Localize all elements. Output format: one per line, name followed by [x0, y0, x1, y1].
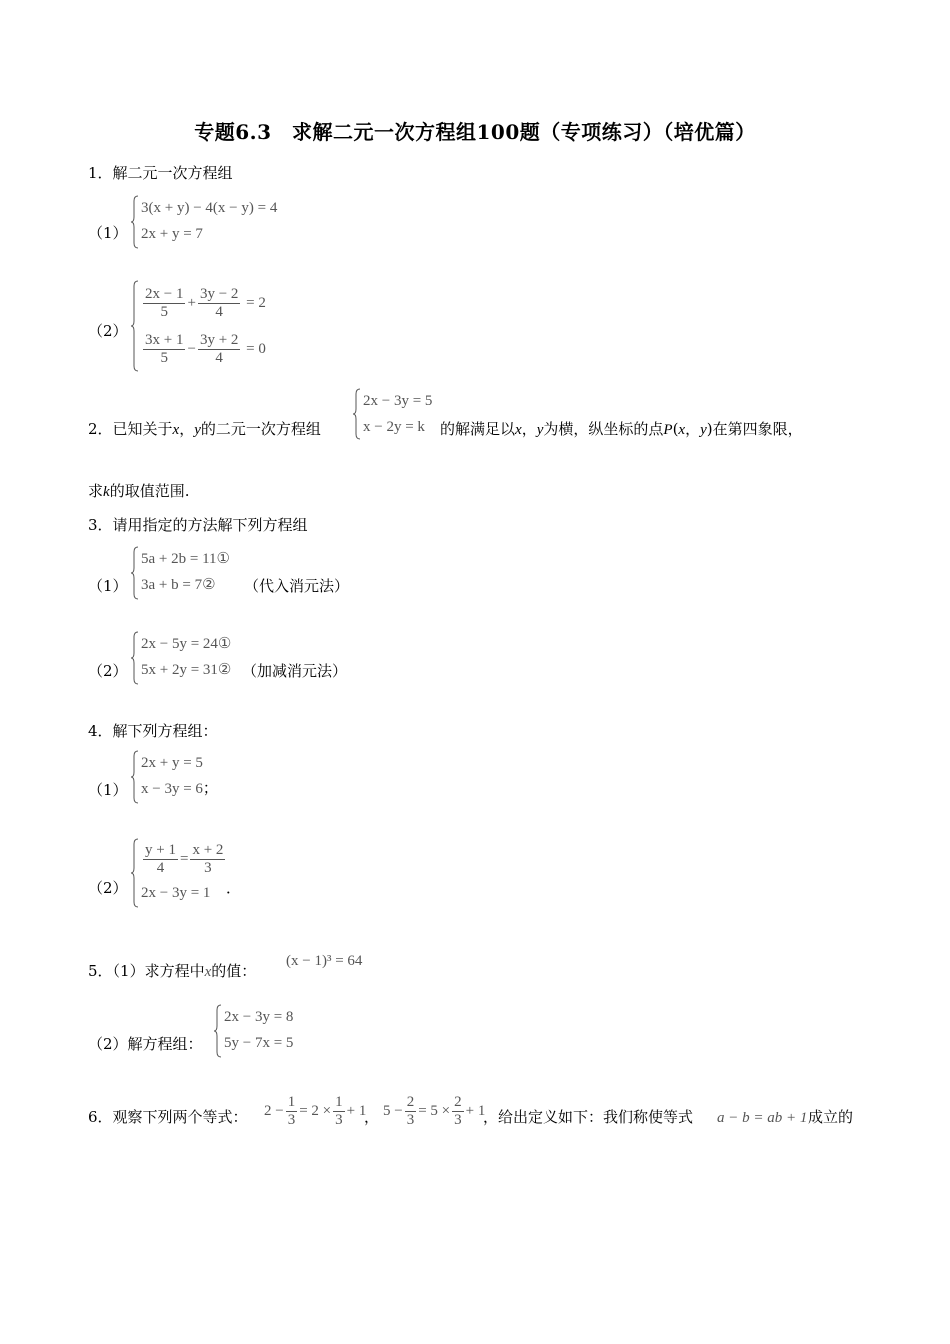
question-2-line1-a: 2．已知关于x，y的二元一次方程组: [88, 420, 321, 438]
q4-part1-eq2: x − 3y = 6: [141, 781, 203, 797]
q4-part1-tail: ；: [202, 781, 218, 797]
question-6-stem: 6．观察下列两个等式：: [88, 1108, 248, 1126]
q4-part1-label: （1）: [88, 781, 128, 799]
q6-equation-1: 2 − $\frac{1}{3}$ = 2 × $\frac{1}{3}$ + 1: [264, 1094, 367, 1128]
q4-part1-system: [131, 750, 218, 804]
q5-part2-system: [214, 1004, 293, 1058]
q2-system: [353, 388, 432, 440]
q4-part2-system: [131, 838, 227, 908]
left-brace-icon: [131, 750, 139, 804]
page-title: 专题6.3 求解二元一次方程组100题（专项练习）（培优篇）: [194, 120, 756, 144]
q1-part2-eq1: $\frac{2x - 1}{5}$ + $\frac{3y - 2}{4}$ = 2: [145, 286, 266, 321]
q4-part2-eq2: 2x − 3y = 1: [141, 885, 211, 901]
q6-separator: ，: [364, 1108, 380, 1126]
left-brace-icon: [131, 546, 139, 600]
q3-part1-system: [131, 546, 230, 600]
q3-part1-eq1: 5a + 2b = 11①: [141, 551, 230, 567]
q2-eq2: x − 2y = k: [363, 419, 425, 435]
left-brace-icon: [131, 280, 139, 372]
left-brace-icon: [131, 631, 139, 685]
q1-part2-label: （2）: [88, 322, 128, 340]
q1-part1-label: （1）: [88, 224, 128, 242]
q3-part2-eq1: 2x − 5y = 24①: [141, 636, 232, 652]
q4-part1-eq1: 2x + y = 5: [141, 755, 203, 771]
left-brace-icon: [353, 388, 361, 440]
q4-part2-eq1: $\frac{y + 1}{4}$ = $\frac{x + 2}{3}$: [145, 842, 224, 877]
q2-eq1: 2x − 3y = 5: [363, 393, 433, 409]
q6-definition-text: ，给出定义如下：我们称使等式: [483, 1108, 694, 1126]
question-2-line2: 求k的取值范围.: [88, 482, 190, 500]
q1-part1-system: [131, 195, 277, 249]
q6-formula: a − b = ab + 1: [717, 1110, 808, 1126]
question-3-stem: 3．请用指定的方法解下列方程组: [88, 516, 308, 534]
q5-part2-eq1: 2x − 3y = 8: [224, 1009, 294, 1025]
q3-part2-method: （加减消元法）: [242, 662, 348, 680]
q3-part1-eq2: 3a + b = 7②: [141, 577, 216, 593]
q5-part2-eq2: 5y − 7x = 5: [224, 1035, 294, 1051]
q1-part2-eq2: $\frac{3x + 1}{5}$ − $\frac{3y + 2}{4}$ = 0: [145, 332, 266, 367]
q3-part2-eq2: 5x + 2y = 31②: [141, 662, 232, 678]
q6-equation-2: 5 − $\frac{2}{3}$ = 5 × $\frac{2}{3}$ + 1: [383, 1094, 486, 1128]
left-brace-icon: [131, 838, 139, 908]
q4-part2-tail: ．: [226, 879, 242, 897]
q4-part1-eq2-line: [141, 776, 218, 802]
left-brace-icon: [214, 1004, 222, 1058]
question-4-stem: 4．解下列方程组：: [88, 722, 218, 740]
q3-part1-method: （代入消元法）: [244, 577, 350, 595]
q1-part1-eq2: 2x + y = 7: [141, 226, 203, 242]
question-2-line1-b: 的解满足以x，y为横，纵坐标的点P(x，y)在第四象限，: [440, 420, 803, 438]
q3-part2-label: （2）: [88, 662, 128, 680]
question-5-stem: 5．（1）求方程中x的值：: [88, 962, 257, 980]
q1-part2-system: [131, 280, 266, 372]
q3-part1-label: （1）: [88, 577, 128, 595]
q3-part2-system: [131, 631, 231, 685]
q6-tail: 成立的: [808, 1108, 854, 1126]
q5-part2-label: （2）解方程组：: [88, 1035, 203, 1053]
q4-part2-label: （2）: [88, 879, 128, 897]
q1-part1-eq1: 3(x + y) − 4(x − y) = 4: [141, 200, 278, 216]
left-brace-icon: [131, 195, 139, 249]
question-1-stem: 1．解二元一次方程组: [88, 164, 233, 182]
q5-part1-expression: (x − 1)³ = 64: [286, 953, 363, 969]
